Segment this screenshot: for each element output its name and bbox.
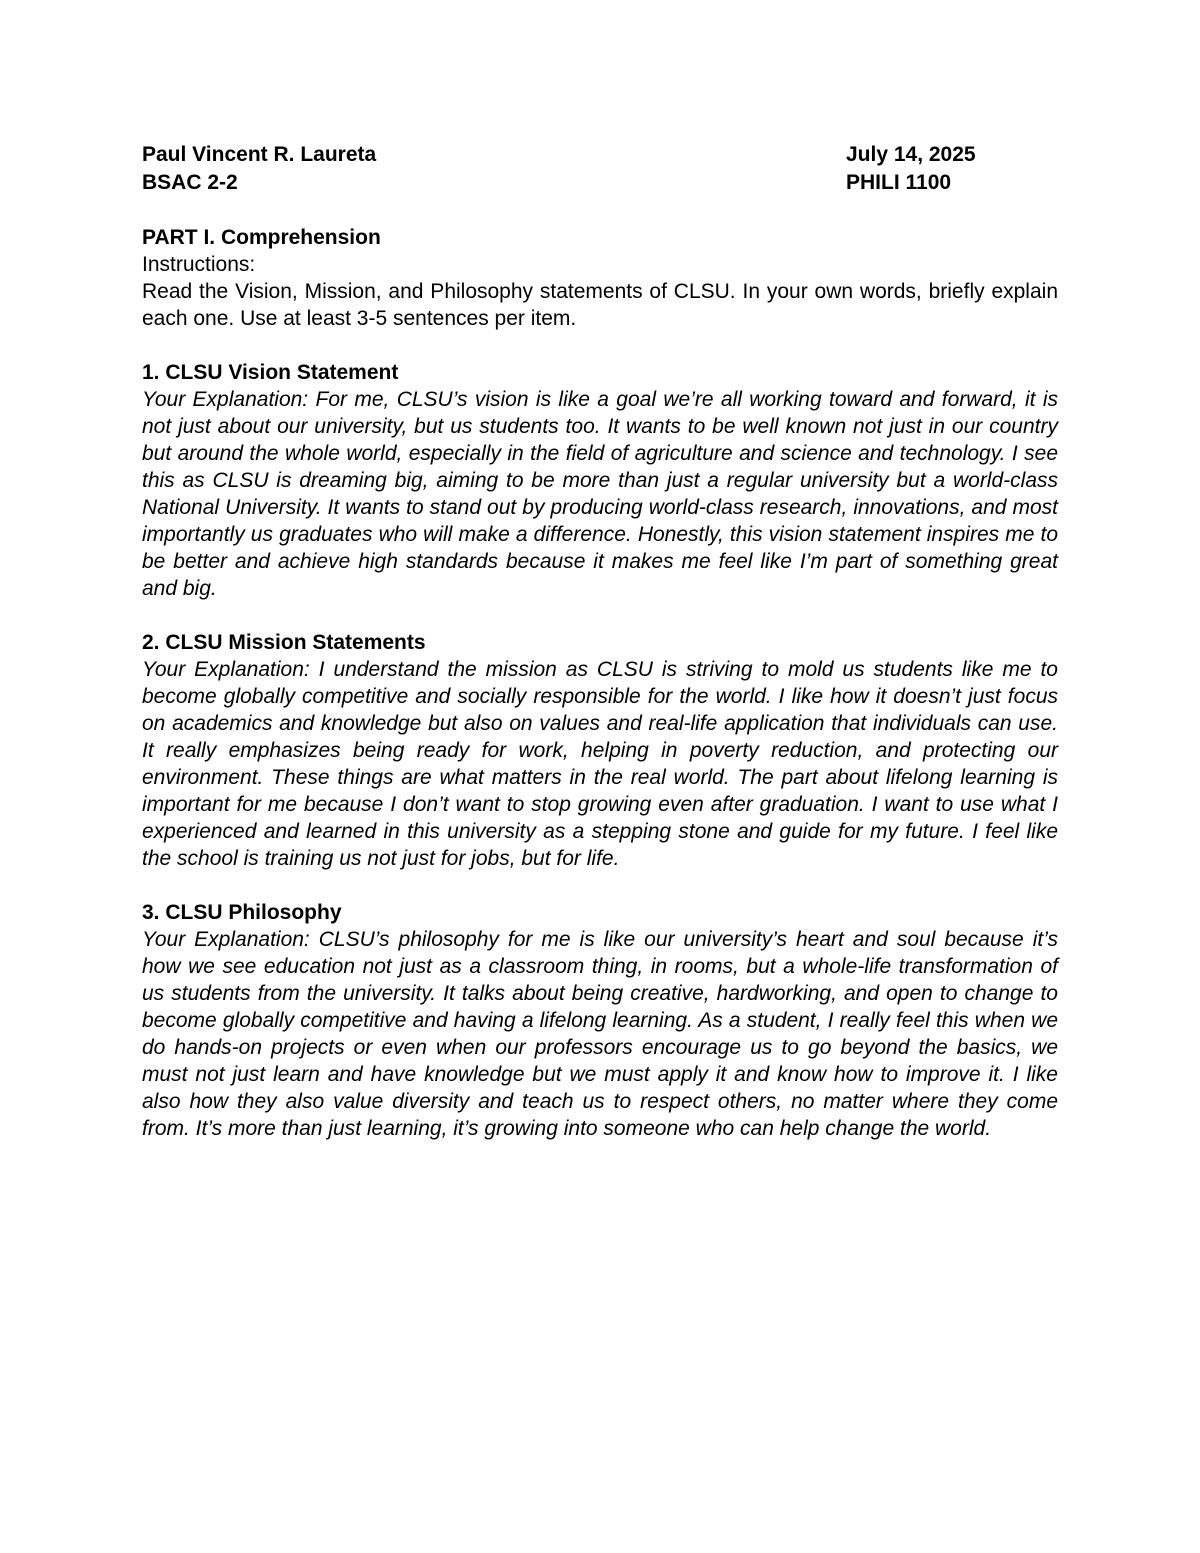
document-page xyxy=(142,141,1058,1142)
mission-title: 2. CLSU Mission Statements xyxy=(142,631,426,654)
course-info xyxy=(846,141,1058,197)
document-header xyxy=(142,141,1058,197)
student-name: Paul Vincent R. Laureta xyxy=(142,143,377,166)
philosophy-title: 3. CLSU Philosophy xyxy=(142,901,342,924)
student-section: BSAC 2-2 xyxy=(142,171,238,194)
instructions-label: Instructions: xyxy=(142,253,256,276)
vision-title: 1. CLSU Vision Statement xyxy=(142,361,399,384)
instructions-text: Read the Vision, Mission, and Philosophy statements of CLSU. In your own words, briefly explain each one. Use at least 3-5 sentences per item. xyxy=(142,280,1058,330)
part-title: PART I. Comprehension xyxy=(142,226,381,249)
course-code: PHILI 1100 xyxy=(846,171,952,194)
submission-date: July 14, 2025 xyxy=(846,143,976,166)
vision-explanation: Your Explanation: For me, CLSU’s vision is like a goal we’re all working toward and forward, it is not just about our university, but us students too. It wants to be well known not just in our country but around the whole world, especially in the field of agriculture and science and technology. I see this as CLSU is dreaming big, aiming to be more than just a regular university but a world-class National University. It wants to stand out by producing world-class research, innovations, and most importantly us graduates who will make a difference. Honestly, this vision statement inspires me to be better and achieve high standards because it makes me feel like I’m part of something great and big. xyxy=(142,388,1058,600)
mission-section xyxy=(142,629,1058,872)
philosophy-section xyxy=(142,899,1058,1142)
vision-section xyxy=(142,359,1058,602)
mission-explanation: Your Explanation: I understand the mission as CLSU is striving to mold us students like me to become globally competitive and socially responsible for the world. I like how it doesn’t just focus on academics and knowledge but also on values and real-life application that individuals can use. It really emphasizes being ready for work, helping in poverty reduction, and protecting our environment. These things are what matters in the real world. The part about lifelong learning is important for me because I don’t want to stop growing even after graduation. I want to use what I experienced and learned in this university as a stepping stone and guide for my future. I feel like the school is training us not just for jobs, but for life. xyxy=(142,658,1058,870)
student-info xyxy=(142,141,742,197)
philosophy-explanation: Your Explanation: CLSU’s philosophy for me is like our university’s heart and soul because it’s how we see education not just as a classroom thing, in rooms, but a whole-life transformation of us students from the university. It talks about being creative, hardworking, and open to change to become globally competitive and having a lifelong learning. As a student, I really feel this when we do hands-on projects or even when our professors encourage us to go beyond the basics, we must not just learn and have knowledge but we must apply it and know how to improve it. I like also how they also value diversity and teach us to respect others, no matter where they come from. It’s more than just learning, it’s growing into someone who can help change the world. xyxy=(142,928,1058,1140)
